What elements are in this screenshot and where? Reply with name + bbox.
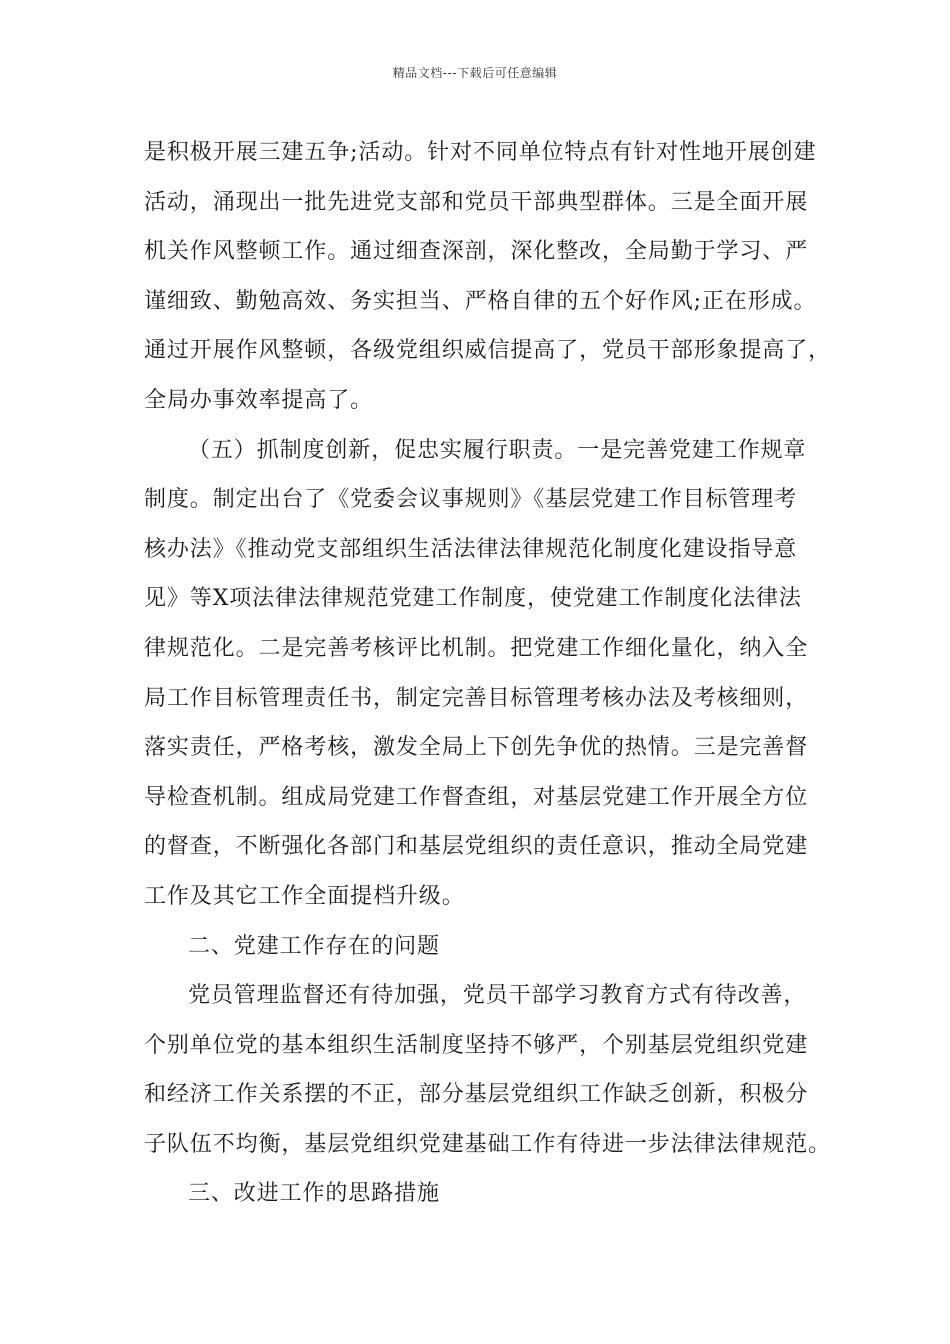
text-line: 活动，涌现出一批先进党支部和党员干部典型群体。三是全面开展	[144, 189, 809, 215]
text-line: 核办法》《推动党支部组织生活法律法律规范化制度化建设指导意	[144, 536, 798, 562]
text-line: 的督查，不断强化各部门和基层党组织的责任意识，推动全局党建	[144, 834, 809, 860]
text-line: 律规范化。二是完善考核评比机制。把党建工作细化量化，纳入全	[144, 635, 809, 661]
text-line: 导检查机制。组成局党建工作督查组，对基层党建工作开展全方位	[144, 784, 809, 810]
text-line: 局工作目标管理责任书，制定完善目标管理考核办法及考核细则，	[144, 685, 809, 711]
text-line: 制度。制定出台了《党委会议事规则》《基层党建工作目标管理考	[144, 487, 798, 513]
text-line: 工作及其它工作全面提档升级。	[144, 883, 465, 909]
text-line: （五）抓制度创新，促忠实履行职责。一是完善党建工作规章	[188, 437, 807, 463]
text-line: 和经济工作关系摆的不正，部分基层党组织工作缺乏创新，积极分	[144, 1082, 809, 1108]
text-line: 落实责任，严格考核，激发全局上下创先争优的热情。三是完善督	[144, 735, 809, 761]
text-line: 见》等X项法律法律规范党建工作制度，使党建工作制度化法律法	[144, 586, 802, 612]
text-line: 机关作风整顿工作。通过细查深剖，深化整改，全局勤于学习、严	[144, 239, 809, 265]
document-body	[144, 128, 832, 1219]
text-line: 党员管理监督还有待加强，党员干部学习教育方式有待改善，	[188, 983, 807, 1009]
text-line: 子队伍不均衡，基层党组织党建基础工作有待进一步法律法律规范。	[144, 1131, 832, 1157]
text-line: 是积极开展三建五争;活动。针对不同单位特点有针对性地开展创建	[144, 140, 817, 165]
page-header: 精品文档---下载后可任意编辑	[392, 66, 558, 80]
text-line: 谨细致、勤勉高效、务实担当、严格自律的五个好作风;正在形成。	[144, 288, 817, 314]
text-line: 全局办事效率提高了。	[144, 387, 374, 413]
section-heading: 二、党建工作存在的问题	[188, 933, 440, 959]
section-heading: 三、改进工作的思路措施	[188, 1181, 440, 1207]
text-line: 通过开展作风整顿，各级党组织威信提高了，党员干部形象提高了，	[144, 338, 832, 364]
text-line: 个别单位党的基本组织生活制度坚持不够严，个别基层党组织党建	[144, 1032, 809, 1058]
